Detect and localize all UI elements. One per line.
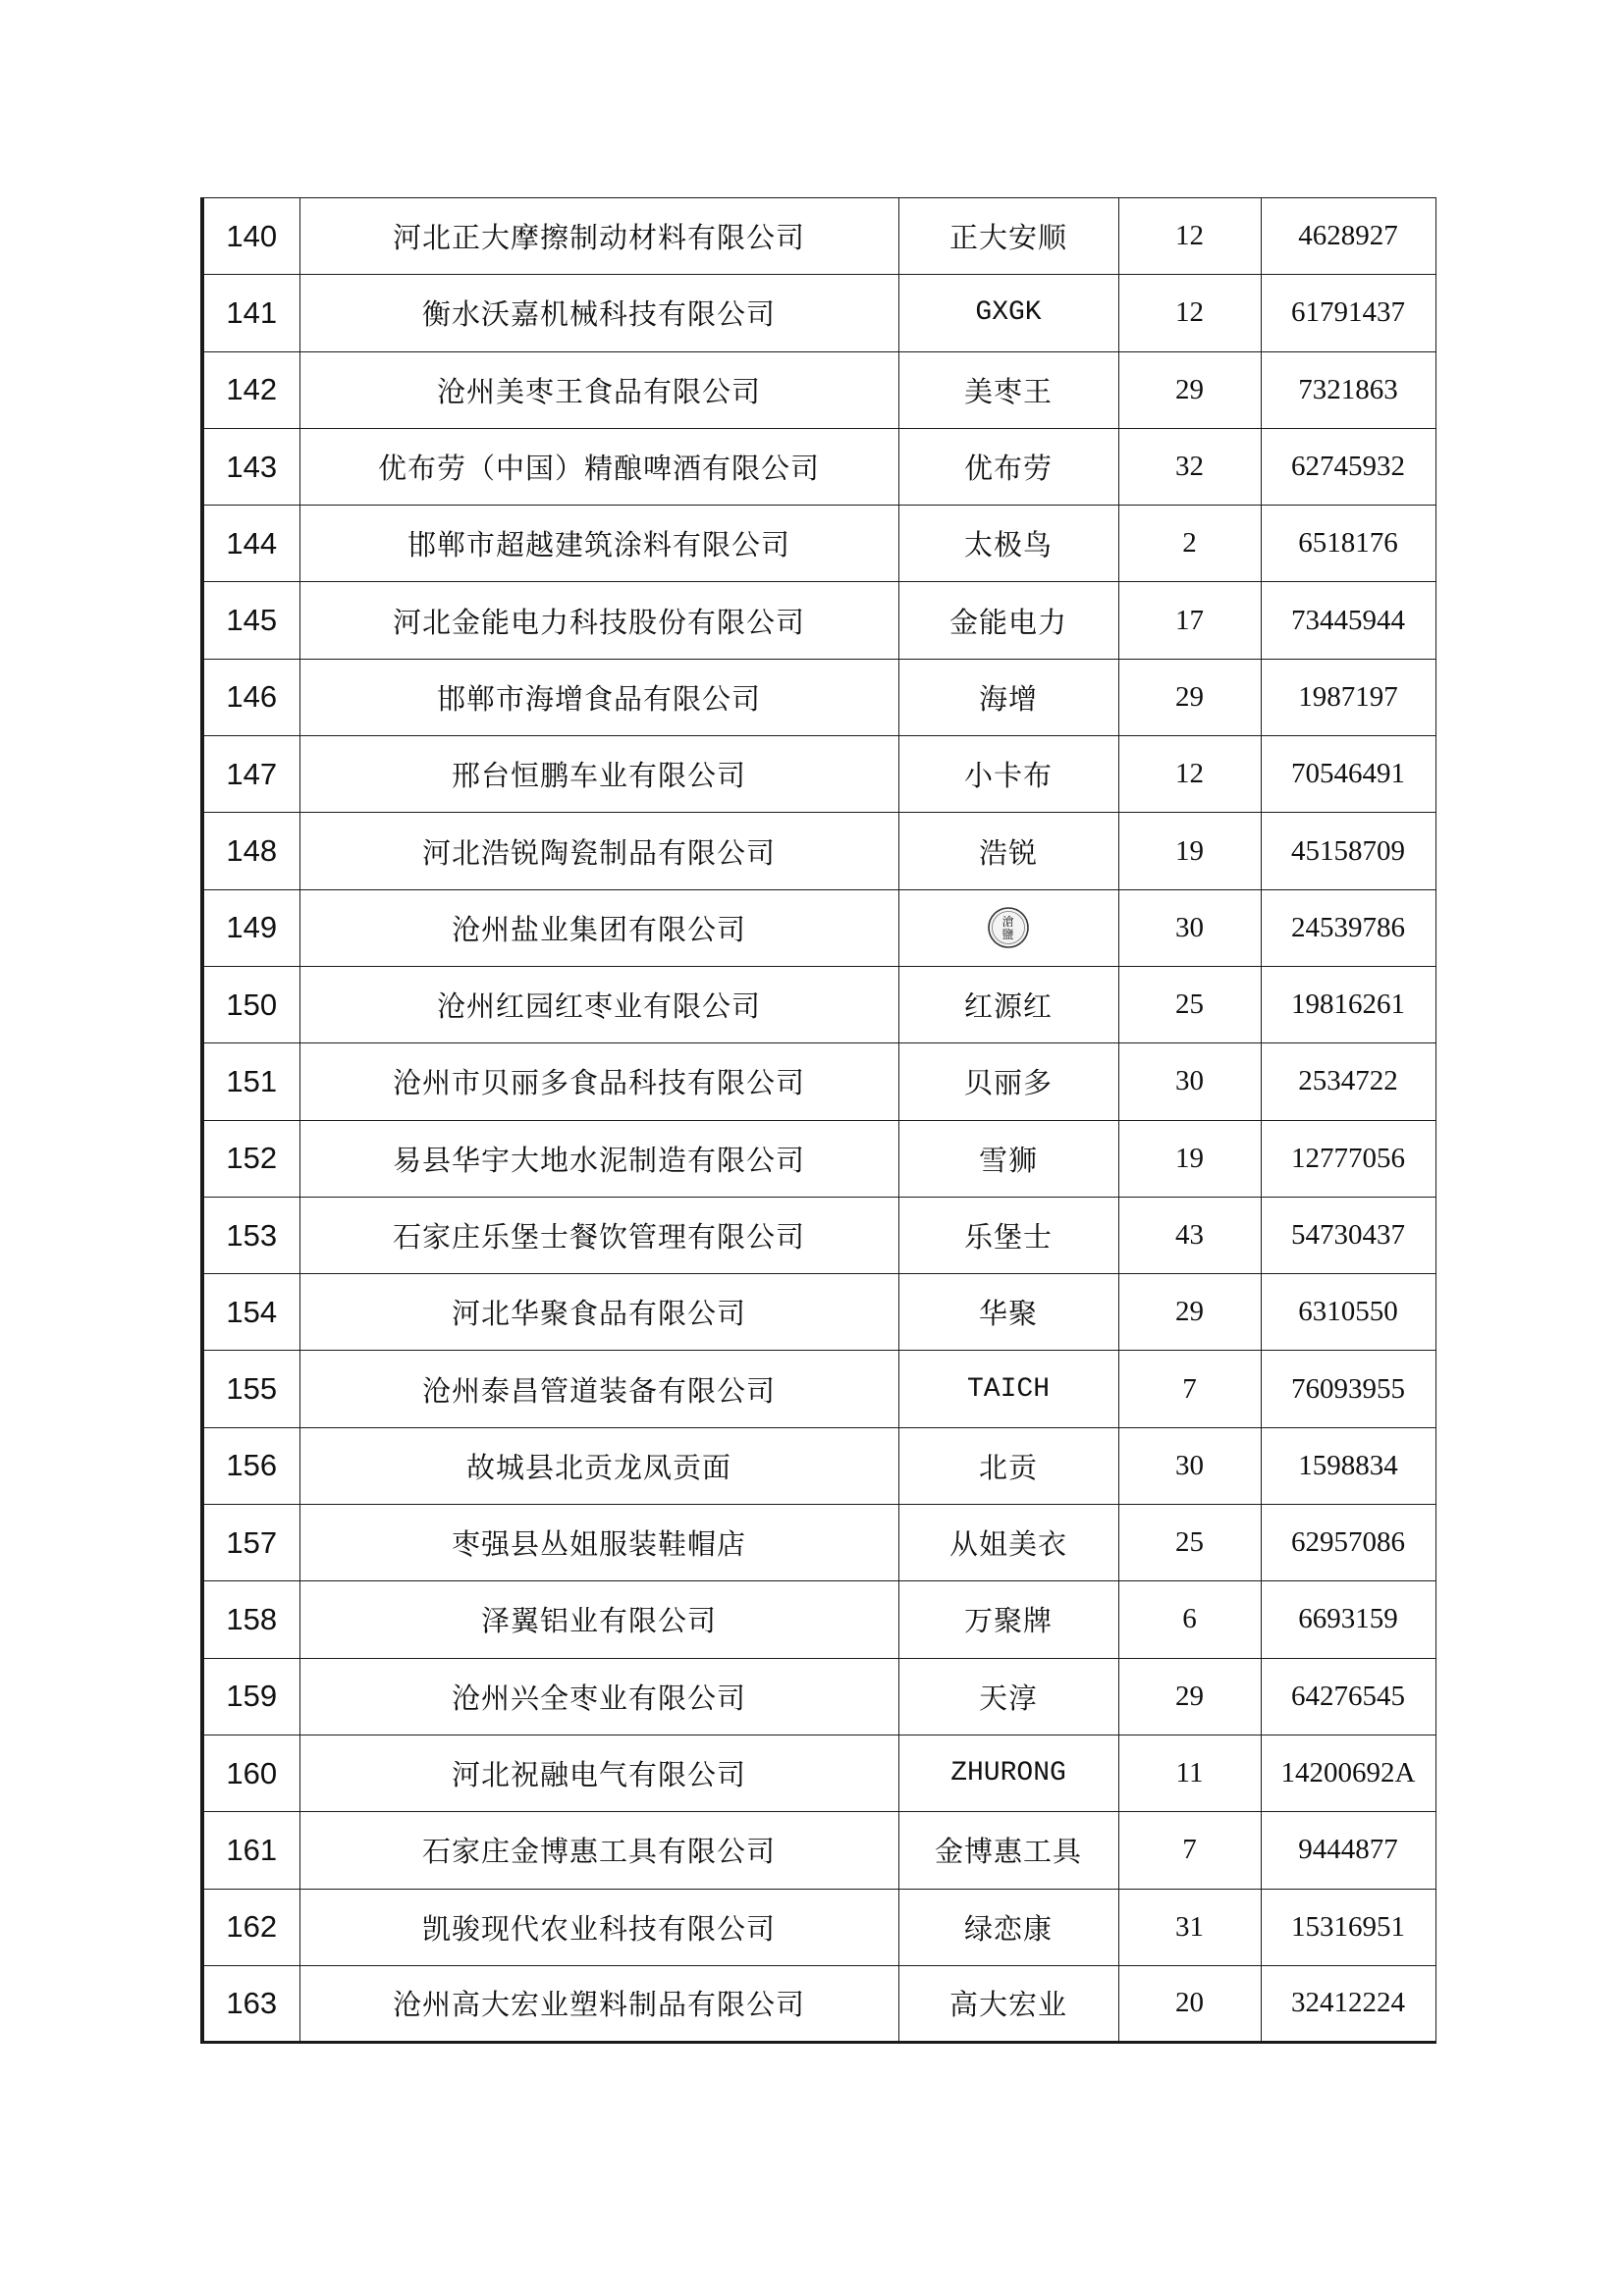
class-cell: 29 — [1118, 1274, 1261, 1351]
class-cell: 7 — [1118, 1351, 1261, 1427]
row-number-cell: 142 — [202, 351, 299, 428]
registration-number-cell: 6310550 — [1261, 1274, 1435, 1351]
registration-number-cell: 1987197 — [1261, 659, 1435, 735]
svg-text:鹽: 鹽 — [1001, 928, 1015, 942]
registration-number-cell: 61791437 — [1261, 275, 1435, 351]
trademark-cell: 小卡布 — [898, 736, 1118, 813]
row-number-cell: 159 — [202, 1658, 299, 1735]
trademark-cell: 浩锐 — [898, 813, 1118, 889]
class-cell: 29 — [1118, 1658, 1261, 1735]
table-row — [202, 582, 1435, 659]
class-cell: 29 — [1118, 351, 1261, 428]
row-number-cell: 148 — [202, 813, 299, 889]
class-cell: 30 — [1118, 1043, 1261, 1120]
trademark-cell: 天淳 — [898, 1658, 1118, 1735]
row-number-cell: 147 — [202, 736, 299, 813]
row-number-cell: 140 — [202, 198, 299, 275]
table-row — [202, 1427, 1435, 1504]
row-number-cell: 151 — [202, 1043, 299, 1120]
table-row — [202, 659, 1435, 735]
class-cell: 30 — [1118, 889, 1261, 966]
table-row — [202, 1965, 1435, 2042]
class-cell: 32 — [1118, 428, 1261, 505]
registration-number-cell: 45158709 — [1261, 813, 1435, 889]
row-number-cell: 145 — [202, 582, 299, 659]
registration-number-cell: 70546491 — [1261, 736, 1435, 813]
trademark-cell: 万聚牌 — [898, 1581, 1118, 1658]
table-row — [202, 1505, 1435, 1581]
trademark-cell: ZHURONG — [898, 1735, 1118, 1811]
registration-number-cell: 6518176 — [1261, 506, 1435, 582]
registration-number-cell: 15316951 — [1261, 1889, 1435, 1965]
registration-number-cell: 64276545 — [1261, 1658, 1435, 1735]
registration-number-cell: 2534722 — [1261, 1043, 1435, 1120]
table-row — [202, 966, 1435, 1042]
row-number-cell: 155 — [202, 1351, 299, 1427]
company-name-cell: 凯骏现代农业科技有限公司 — [299, 1889, 898, 1965]
trademark-cell — [898, 889, 1118, 966]
company-name-cell: 邢台恒鹏车业有限公司 — [299, 736, 898, 813]
row-number-cell: 143 — [202, 428, 299, 505]
registration-number-cell: 4628927 — [1261, 198, 1435, 275]
row-number-cell: 141 — [202, 275, 299, 351]
registration-number-cell: 62745932 — [1261, 428, 1435, 505]
table-row — [202, 1351, 1435, 1427]
company-name-cell: 故城县北贡龙凤贡面 — [299, 1427, 898, 1504]
table-row — [202, 198, 1435, 275]
table-row — [202, 1581, 1435, 1658]
class-cell: 12 — [1118, 736, 1261, 813]
table-row — [202, 428, 1435, 505]
row-number-cell: 146 — [202, 659, 299, 735]
row-number-cell: 153 — [202, 1197, 299, 1273]
class-cell: 12 — [1118, 198, 1261, 275]
row-number-cell: 157 — [202, 1505, 299, 1581]
trademark-cell: 正大安顺 — [898, 198, 1118, 275]
trademark-cell: 高大宏业 — [898, 1965, 1118, 2042]
table-row — [202, 1120, 1435, 1197]
class-cell: 20 — [1118, 1965, 1261, 2042]
row-number-cell: 144 — [202, 506, 299, 582]
registration-number-cell: 19816261 — [1261, 966, 1435, 1042]
company-name-cell: 优布劳（中国）精酿啤酒有限公司 — [299, 428, 898, 505]
company-name-cell: 沧州盐业集团有限公司 — [299, 889, 898, 966]
class-cell: 17 — [1118, 582, 1261, 659]
registration-number-cell: 1598834 — [1261, 1427, 1435, 1504]
class-cell: 19 — [1118, 1120, 1261, 1197]
class-cell: 43 — [1118, 1197, 1261, 1273]
trademark-cell: 太极鸟 — [898, 506, 1118, 582]
registration-number-cell: 76093955 — [1261, 1351, 1435, 1427]
company-name-cell: 易县华宇大地水泥制造有限公司 — [299, 1120, 898, 1197]
svg-text:滄: 滄 — [1001, 915, 1015, 930]
class-cell: 31 — [1118, 1889, 1261, 1965]
table-row — [202, 1735, 1435, 1811]
company-name-cell: 河北祝融电气有限公司 — [299, 1735, 898, 1811]
class-cell: 12 — [1118, 275, 1261, 351]
table-row — [202, 275, 1435, 351]
trademark-cell: GXGK — [898, 275, 1118, 351]
row-number-cell: 152 — [202, 1120, 299, 1197]
class-cell: 19 — [1118, 813, 1261, 889]
company-name-cell: 沧州美枣王食品有限公司 — [299, 351, 898, 428]
trademark-cell: 绿恋康 — [898, 1889, 1118, 1965]
table-row — [202, 1274, 1435, 1351]
class-cell: 6 — [1118, 1581, 1261, 1658]
table-row — [202, 1043, 1435, 1120]
trademark-cell: TAICH — [898, 1351, 1118, 1427]
trademark-cell: 从姐美衣 — [898, 1505, 1118, 1581]
company-name-cell: 河北金能电力科技股份有限公司 — [299, 582, 898, 659]
company-name-cell: 沧州红园红枣业有限公司 — [299, 966, 898, 1042]
table-row — [202, 889, 1435, 966]
trademark-cell: 雪狮 — [898, 1120, 1118, 1197]
class-cell: 30 — [1118, 1427, 1261, 1504]
company-name-cell: 河北华聚食品有限公司 — [299, 1274, 898, 1351]
class-cell: 25 — [1118, 966, 1261, 1042]
row-number-cell: 154 — [202, 1274, 299, 1351]
table-row — [202, 1197, 1435, 1273]
table-row — [202, 1889, 1435, 1965]
company-name-cell: 河北浩锐陶瓷制品有限公司 — [299, 813, 898, 889]
trademark-cell: 海增 — [898, 659, 1118, 735]
class-cell: 7 — [1118, 1812, 1261, 1889]
company-name-cell: 沧州市贝丽多食品科技有限公司 — [299, 1043, 898, 1120]
registration-number-cell: 24539786 — [1261, 889, 1435, 966]
row-number-cell: 162 — [202, 1889, 299, 1965]
class-cell: 29 — [1118, 659, 1261, 735]
row-number-cell: 150 — [202, 966, 299, 1042]
trademark-cell: 华聚 — [898, 1274, 1118, 1351]
registration-number-cell: 6693159 — [1261, 1581, 1435, 1658]
trademark-cell: 金能电力 — [898, 582, 1118, 659]
company-name-cell: 沧州泰昌管道装备有限公司 — [299, 1351, 898, 1427]
trademark-cell: 北贡 — [898, 1427, 1118, 1504]
company-name-cell: 沧州兴全枣业有限公司 — [299, 1658, 898, 1735]
class-cell: 25 — [1118, 1505, 1261, 1581]
registration-number-cell: 32412224 — [1261, 1965, 1435, 2042]
row-number-cell: 160 — [202, 1735, 299, 1811]
registration-number-cell: 7321863 — [1261, 351, 1435, 428]
company-name-cell: 石家庄金博惠工具有限公司 — [299, 1812, 898, 1889]
trademark-table-body — [202, 198, 1435, 2043]
registration-number-cell: 9444877 — [1261, 1812, 1435, 1889]
registration-number-cell: 73445944 — [1261, 582, 1435, 659]
registration-number-cell: 12777056 — [1261, 1120, 1435, 1197]
company-name-cell: 泽翼铝业有限公司 — [299, 1581, 898, 1658]
row-number-cell: 163 — [202, 1965, 299, 2042]
registration-number-cell: 62957086 — [1261, 1505, 1435, 1581]
trademark-cell: 金博惠工具 — [898, 1812, 1118, 1889]
company-name-cell: 沧州高大宏业塑料制品有限公司 — [299, 1965, 898, 2042]
class-cell: 11 — [1118, 1735, 1261, 1811]
salt-seal-logo-icon — [987, 906, 1030, 949]
table-row — [202, 506, 1435, 582]
trademark-cell: 红源红 — [898, 966, 1118, 1042]
class-cell: 2 — [1118, 506, 1261, 582]
company-name-cell: 邯郸市海增食品有限公司 — [299, 659, 898, 735]
company-name-cell: 枣强县丛姐服装鞋帽店 — [299, 1505, 898, 1581]
table-row — [202, 736, 1435, 813]
trademark-cell: 乐堡士 — [898, 1197, 1118, 1273]
row-number-cell: 158 — [202, 1581, 299, 1658]
table-row — [202, 1812, 1435, 1889]
trademark-cell: 优布劳 — [898, 428, 1118, 505]
row-number-cell: 149 — [202, 889, 299, 966]
table-row — [202, 1658, 1435, 1735]
company-name-cell: 河北正大摩擦制动材料有限公司 — [299, 198, 898, 275]
company-name-cell: 石家庄乐堡士餐饮管理有限公司 — [299, 1197, 898, 1273]
trademark-cell: 贝丽多 — [898, 1043, 1118, 1120]
row-number-cell: 156 — [202, 1427, 299, 1504]
company-name-cell: 邯郸市超越建筑涂料有限公司 — [299, 506, 898, 582]
company-name-cell: 衡水沃嘉机械科技有限公司 — [299, 275, 898, 351]
table-row — [202, 813, 1435, 889]
row-number-cell: 161 — [202, 1812, 299, 1889]
registration-number-cell: 14200692A — [1261, 1735, 1435, 1811]
registration-number-cell: 54730437 — [1261, 1197, 1435, 1273]
trademark-cell: 美枣王 — [898, 351, 1118, 428]
trademark-table — [200, 197, 1436, 2044]
table-row — [202, 351, 1435, 428]
